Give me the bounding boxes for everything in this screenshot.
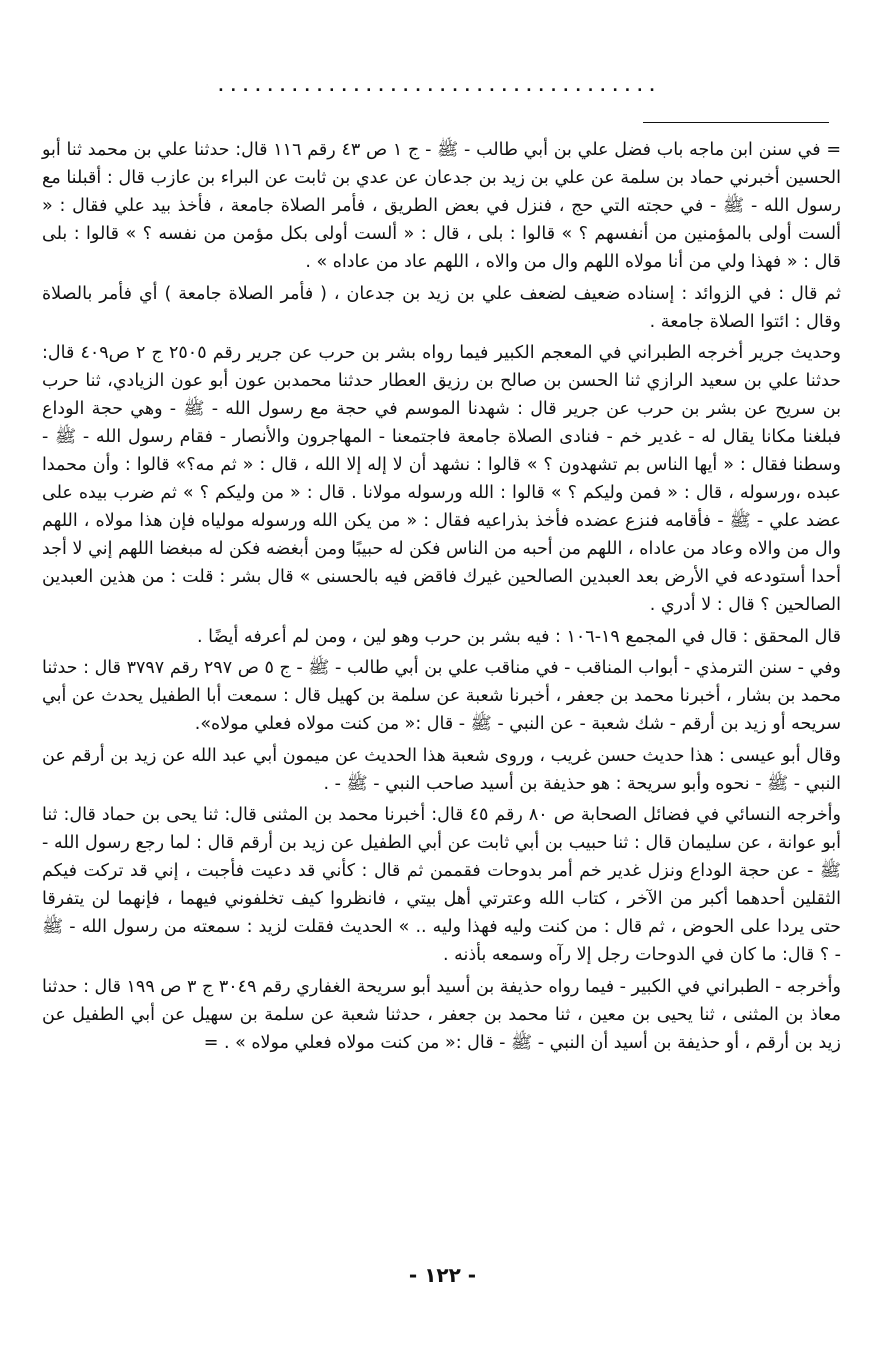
paragraph-tabarani-kabir: وأخرجه - الطبراني في الكبير - فيما رواه حذيفة بن أسيد أبو سريحة الغفاري رقم ٣٠٤٩ ج ٣ ص ١٩٩ قال : حدثنا معاذ بن المثنى ، ثنا يحيى بن معين ، ثنا محمد بن جعفر ، حدثنا شعبة عن سلمة بن سهيل عن أبي الطفيل عن زيد بن أرقم ، أو حذيفة بن أسيد أن النبي - ﷺ - قال :« من كنت مولاه فعلي مولاه » . = <box>42 976 841 1053</box>
footnote-separator-rule <box>643 122 829 123</box>
paragraph-tirmidhi: وفي - سنن الترمذي - أبواب المناقب - في مناقب علي بن أبي طالب - ﷺ - ج ٥ ص ٢٩٧ رقم ٣٧٩٧ قال : حدثنا محمد بن بشار ، أخبرنا محمد بن جعفر ، أخبرنا شعبة عن سلمة بن كهيل قال : سمعت أبا الطفيل يحدث عن أبي سريحه أو زيد بن أرقم - شك شعبة - عن النبي - ﷺ - قال :« من كنت مولاه فعلي مولاه». <box>42 658 841 734</box>
footnote-body <box>42 136 841 1060</box>
paragraph-jarir-hadith: وحديث جرير أخرجه الطبراني في المعجم الكبير فيما رواه بشر بن حرب عن جرير رقم ٢٥٠٥ ج ٢ ص٤٠٩ قال: حدثنا علي بن سعيد الرازي ثنا الحسن بن صالح بن رزيق العطار حدثنا محمدبن عون أبو عون الزيادي، ثنا حرب بن سريح عن بشر بن حرب عن جرير قال : شهدنا الموسم في حجة مع رسول الله - ﷺ - وهي حجة الوداع فبلغنا مكانا يقال له - غدير خم - فنادى الصلاة جامعة فاجتمعنا - المهاجرون والأنصار - فقام رسول الله - ﷺ - وسطنا فقال : « أيها الناس بم تشهدون ؟ » قالوا : نشهد أن لا إله إلا الله ، قال : « ثم مه؟» قالوا : وأن محمدا عبده ،ورسوله ، قال : « فمن وليكم ؟ » قالوا : الله ورسوله مولانا . قال : « من وليكم ؟ » ثم ضرب بيده على عضد علي - ﷺ - فأقامه فنزع عضده فأخذ بذراعيه فقال : « من يكن الله ورسوله مولياه فإن هذا مولاه ، اللهم وال من والاه وعاد من عاداه ، اللهم من أحبه من الناس فكن له حبيبًا ومن أبغضه فكن له مبغضا اللهم إني لا أجد أحدا أستودعه في الأرض بعد العبدين الصالحين غيرك فاقض فيه بالحسنى » قال بشر : قلت : من هذين العبدين الصالحين ؟ قال : لا أدري . <box>42 343 841 615</box>
ornamental-dotted-line: .................................... <box>218 80 662 94</box>
paragraph-nasai: وأخرجه النسائي في فضائل الصحابة ص ٨٠ رقم ٤٥ قال: أخبرنا محمد بن المثنى قال: ثنا يحى بن حماد قال: ثنا أبو عوانة ، عن سليمان قال : ثنا حبيب بن أبي ثابت عن أبي الطفيل عن زيد بن أرقم قال : لما رجع رسول الله - ﷺ - عن حجة الوداع ونزل غدير خم أمر بدوحات فقممن ثم قال : كأني قد دعيت فأجبت ، إني قد تركت فيكم الثقلين أحدهما أكبر من الآخر ، كتاب الله وعترتي أهل بيتي ، فانظروا كيف تخلفوني فيهما ، فإنهما لن يتفرقا حتى يردا على الحوض ، ثم قال : من كنت وليه فهذا وليه .. » الحديث فقلت لزيد : سمعته من رسول الله - ﷺ - ؟ قال: ما كان في الدوحات رجل إلا رآه وسمعه بأذنه . <box>42 805 841 965</box>
paragraph-abu-isa: وقال أبو عيسى : هذا حديث حسن غريب ، وروى شعبة هذا الحديث عن ميمون أبي عبد الله عن زيد بن أرقم عن النبي - ﷺ - نحوه وأبو سريحة : هو حذيفة بن أسيد صاحب النبي - ﷺ - . <box>42 745 841 794</box>
paragraph-muhaqqiq: قال المحقق : قال في المجمع ١٩-١٠٦ : فيه بشر بن حرب وهو لين ، ومن لم أعرفه أيضًا . <box>197 626 841 647</box>
paragraph-ibn-majah: = في سنن ابن ماجه باب فضل علي بن أبي طالب - ﷺ - ج ١ ص ٤٣ رقم ١١٦ قال: حدثنا علي بن محمد ثنا أبو الحسين أخبرني حماد بن سلمة عن علي بن زيد بن جدعان عن عدي بن ثابت عن البراء بن عازب قال : أقبلنا مع رسول الله - ﷺ - في حجته التي حج ، فنزل في بعض الطريق ، فأمر الصلاة جامعة ، فأخذ بيد علي فقال : « ألست أولى بالمؤمنين من أنفسهم ؟ » قالوا : بلى ، قال : « ألست أولى بكل مؤمن من نفسه ؟ » قالوا : بلى قال : « فهذا ولي من أنا مولاه اللهم وال من والاه ، اللهم عاد من عاداه » . <box>42 140 841 272</box>
page-number: - ١٢٢ - <box>408 1263 477 1287</box>
paragraph-zawaid: ثم قال : في الزوائد : إسناده ضعيف لضعف علي بن زيد بن جدعان ، ( فأمر الصلاة جامعة ) أي فأمر بالصلاة وقال : ائتوا الصلاة جامعة . <box>42 283 841 332</box>
